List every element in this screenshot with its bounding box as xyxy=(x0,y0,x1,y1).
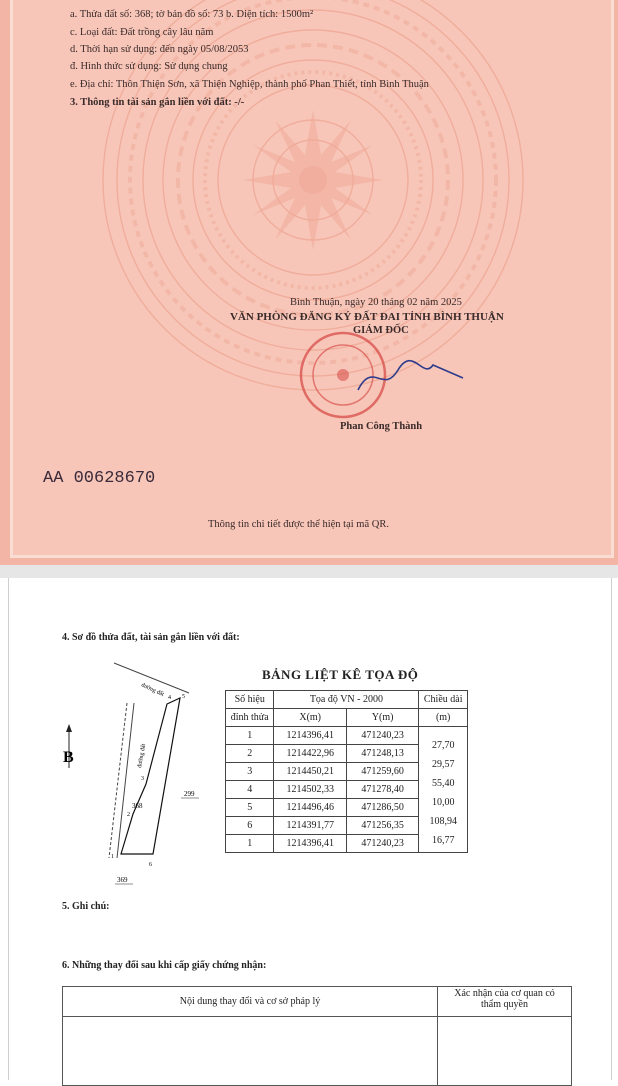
land-type: c. Loại đất: Đất trồng cây lâu năm xyxy=(70,27,214,38)
edge-length: 29,57 xyxy=(431,759,455,770)
certificate-serial: AA 00628670 xyxy=(43,469,156,488)
changes-header-content: Nội dung thay đổi và cơ sở pháp lý xyxy=(63,987,438,1017)
confirmation-line-2: thẩm quyền xyxy=(481,999,528,1010)
parcel-sketch xyxy=(49,658,229,888)
vertex-label: 6 xyxy=(149,862,152,868)
y-coordinate: 471256,35 xyxy=(346,817,418,835)
header-so-hieu: Số hiệu xyxy=(226,691,274,709)
changes-table xyxy=(62,986,572,1086)
parcel-number-area: a. Thửa đất số: 368; tờ bản đồ số: 73 b. Diện tích: 1500m² xyxy=(70,9,314,20)
vertex-id: 2 xyxy=(226,745,274,763)
lengths-column xyxy=(419,727,468,853)
usage-term: d. Thời hạn sử dụng: đến ngày 05/08/2053 xyxy=(70,44,249,55)
y-coordinate: 471240,23 xyxy=(346,835,418,853)
section-6-heading: 6. Những thay đổi sau khi cấp giấy chứng nhận: xyxy=(62,960,267,971)
vertex-label: 3 xyxy=(141,776,144,782)
neighbor-369-label: 369 xyxy=(117,876,128,884)
road-label-top: đường đất xyxy=(140,682,165,699)
edge-length: 108,94 xyxy=(429,816,457,827)
edge-length: 55,40 xyxy=(431,778,455,789)
vertex-id: 1 xyxy=(226,727,274,745)
parcel-number-label: 368 xyxy=(132,802,143,810)
changes-cell-empty xyxy=(63,1017,438,1086)
director-title: GIÁM ĐỐC xyxy=(353,325,409,336)
address: e. Địa chỉ: Thôn Thiện Sơn, xã Thiện Nghiệp, thành phố Phan Thiết, tỉnh Bình Thuận xyxy=(70,79,429,90)
vertex-id: 3 xyxy=(226,763,274,781)
issue-date: Bình Thuận, ngày 20 tháng 02 năm 2025 xyxy=(290,297,462,308)
north-label: B xyxy=(63,749,74,766)
vertex-label: 4 xyxy=(168,695,171,701)
vertex-label: 1 xyxy=(111,854,114,860)
parcel-outline xyxy=(121,698,180,854)
y-coordinate: 471248,13 xyxy=(346,745,418,763)
vertex-label: 5 xyxy=(182,694,185,700)
y-coordinate: 471278,40 xyxy=(346,781,418,799)
changes-cell-empty xyxy=(438,1017,572,1086)
x-coordinate: 1214496,46 xyxy=(274,799,347,817)
x-coordinate: 1214396,41 xyxy=(274,835,347,853)
x-coordinate: 1214450,21 xyxy=(274,763,347,781)
y-coordinate: 471259,60 xyxy=(346,763,418,781)
header-unit: (m) xyxy=(419,709,468,727)
x-coordinate: 1214396,41 xyxy=(274,727,347,745)
certificate-panel xyxy=(10,0,614,558)
header-y: Y(m) xyxy=(346,709,418,727)
handwritten-signature xyxy=(353,350,473,400)
edge-length: 27,70 xyxy=(431,740,455,751)
table-row xyxy=(226,727,468,745)
page-two xyxy=(8,578,612,1080)
vertex-id: 6 xyxy=(226,817,274,835)
qr-note: Thông tin chi tiết được thể hiện tại mã QR. xyxy=(208,519,389,530)
vertex-id: 5 xyxy=(226,799,274,817)
x-coordinate: 1214422,96 xyxy=(274,745,347,763)
issuing-office: VĂN PHÒNG ĐĂNG KÝ ĐẤT ĐAI TỈNH BÌNH THUẬN xyxy=(230,311,504,323)
edge-length: 10,00 xyxy=(431,797,455,808)
edge-length: 16,77 xyxy=(431,835,455,846)
header-chieu-dai: Chiều dài xyxy=(419,691,468,709)
changes-header-confirmation xyxy=(438,987,572,1017)
header-toa-do: Tọa độ VN - 2000 xyxy=(274,691,419,709)
coordinates-table xyxy=(225,690,468,853)
north-arrow-icon xyxy=(66,724,72,732)
vertex-label: 2 xyxy=(127,812,130,818)
table-title: BẢNG LIỆT KÊ TỌA ĐỘ xyxy=(262,667,419,682)
vertex-id: 4 xyxy=(226,781,274,799)
x-coordinate: 1214391,77 xyxy=(274,817,347,835)
y-coordinate: 471286,50 xyxy=(346,799,418,817)
section-3-heading: 3. Thông tin tài sản gắn liền với đất: -/- xyxy=(70,97,245,108)
signer-name: Phan Công Thành xyxy=(340,421,423,432)
section-4-heading: 4. Sơ đồ thửa đất, tài sản gắn liền với đất: xyxy=(62,632,240,643)
neighbor-299-label: 299 xyxy=(184,790,195,798)
section-5-heading: 5. Ghi chú: xyxy=(62,901,110,912)
usage-form: đ. Hình thức sử dụng: Sử dụng chung xyxy=(70,61,228,72)
header-x: X(m) xyxy=(274,709,347,727)
road-label-side: đường đất xyxy=(137,743,148,769)
header-dinh-thua: đỉnh thửa xyxy=(226,709,274,727)
vertex-id: 1 xyxy=(226,835,274,853)
page-separator xyxy=(0,565,618,578)
y-coordinate: 471240,23 xyxy=(346,727,418,745)
x-coordinate: 1214502,33 xyxy=(274,781,347,799)
confirmation-line-1: Xác nhận của cơ quan có xyxy=(454,988,555,999)
